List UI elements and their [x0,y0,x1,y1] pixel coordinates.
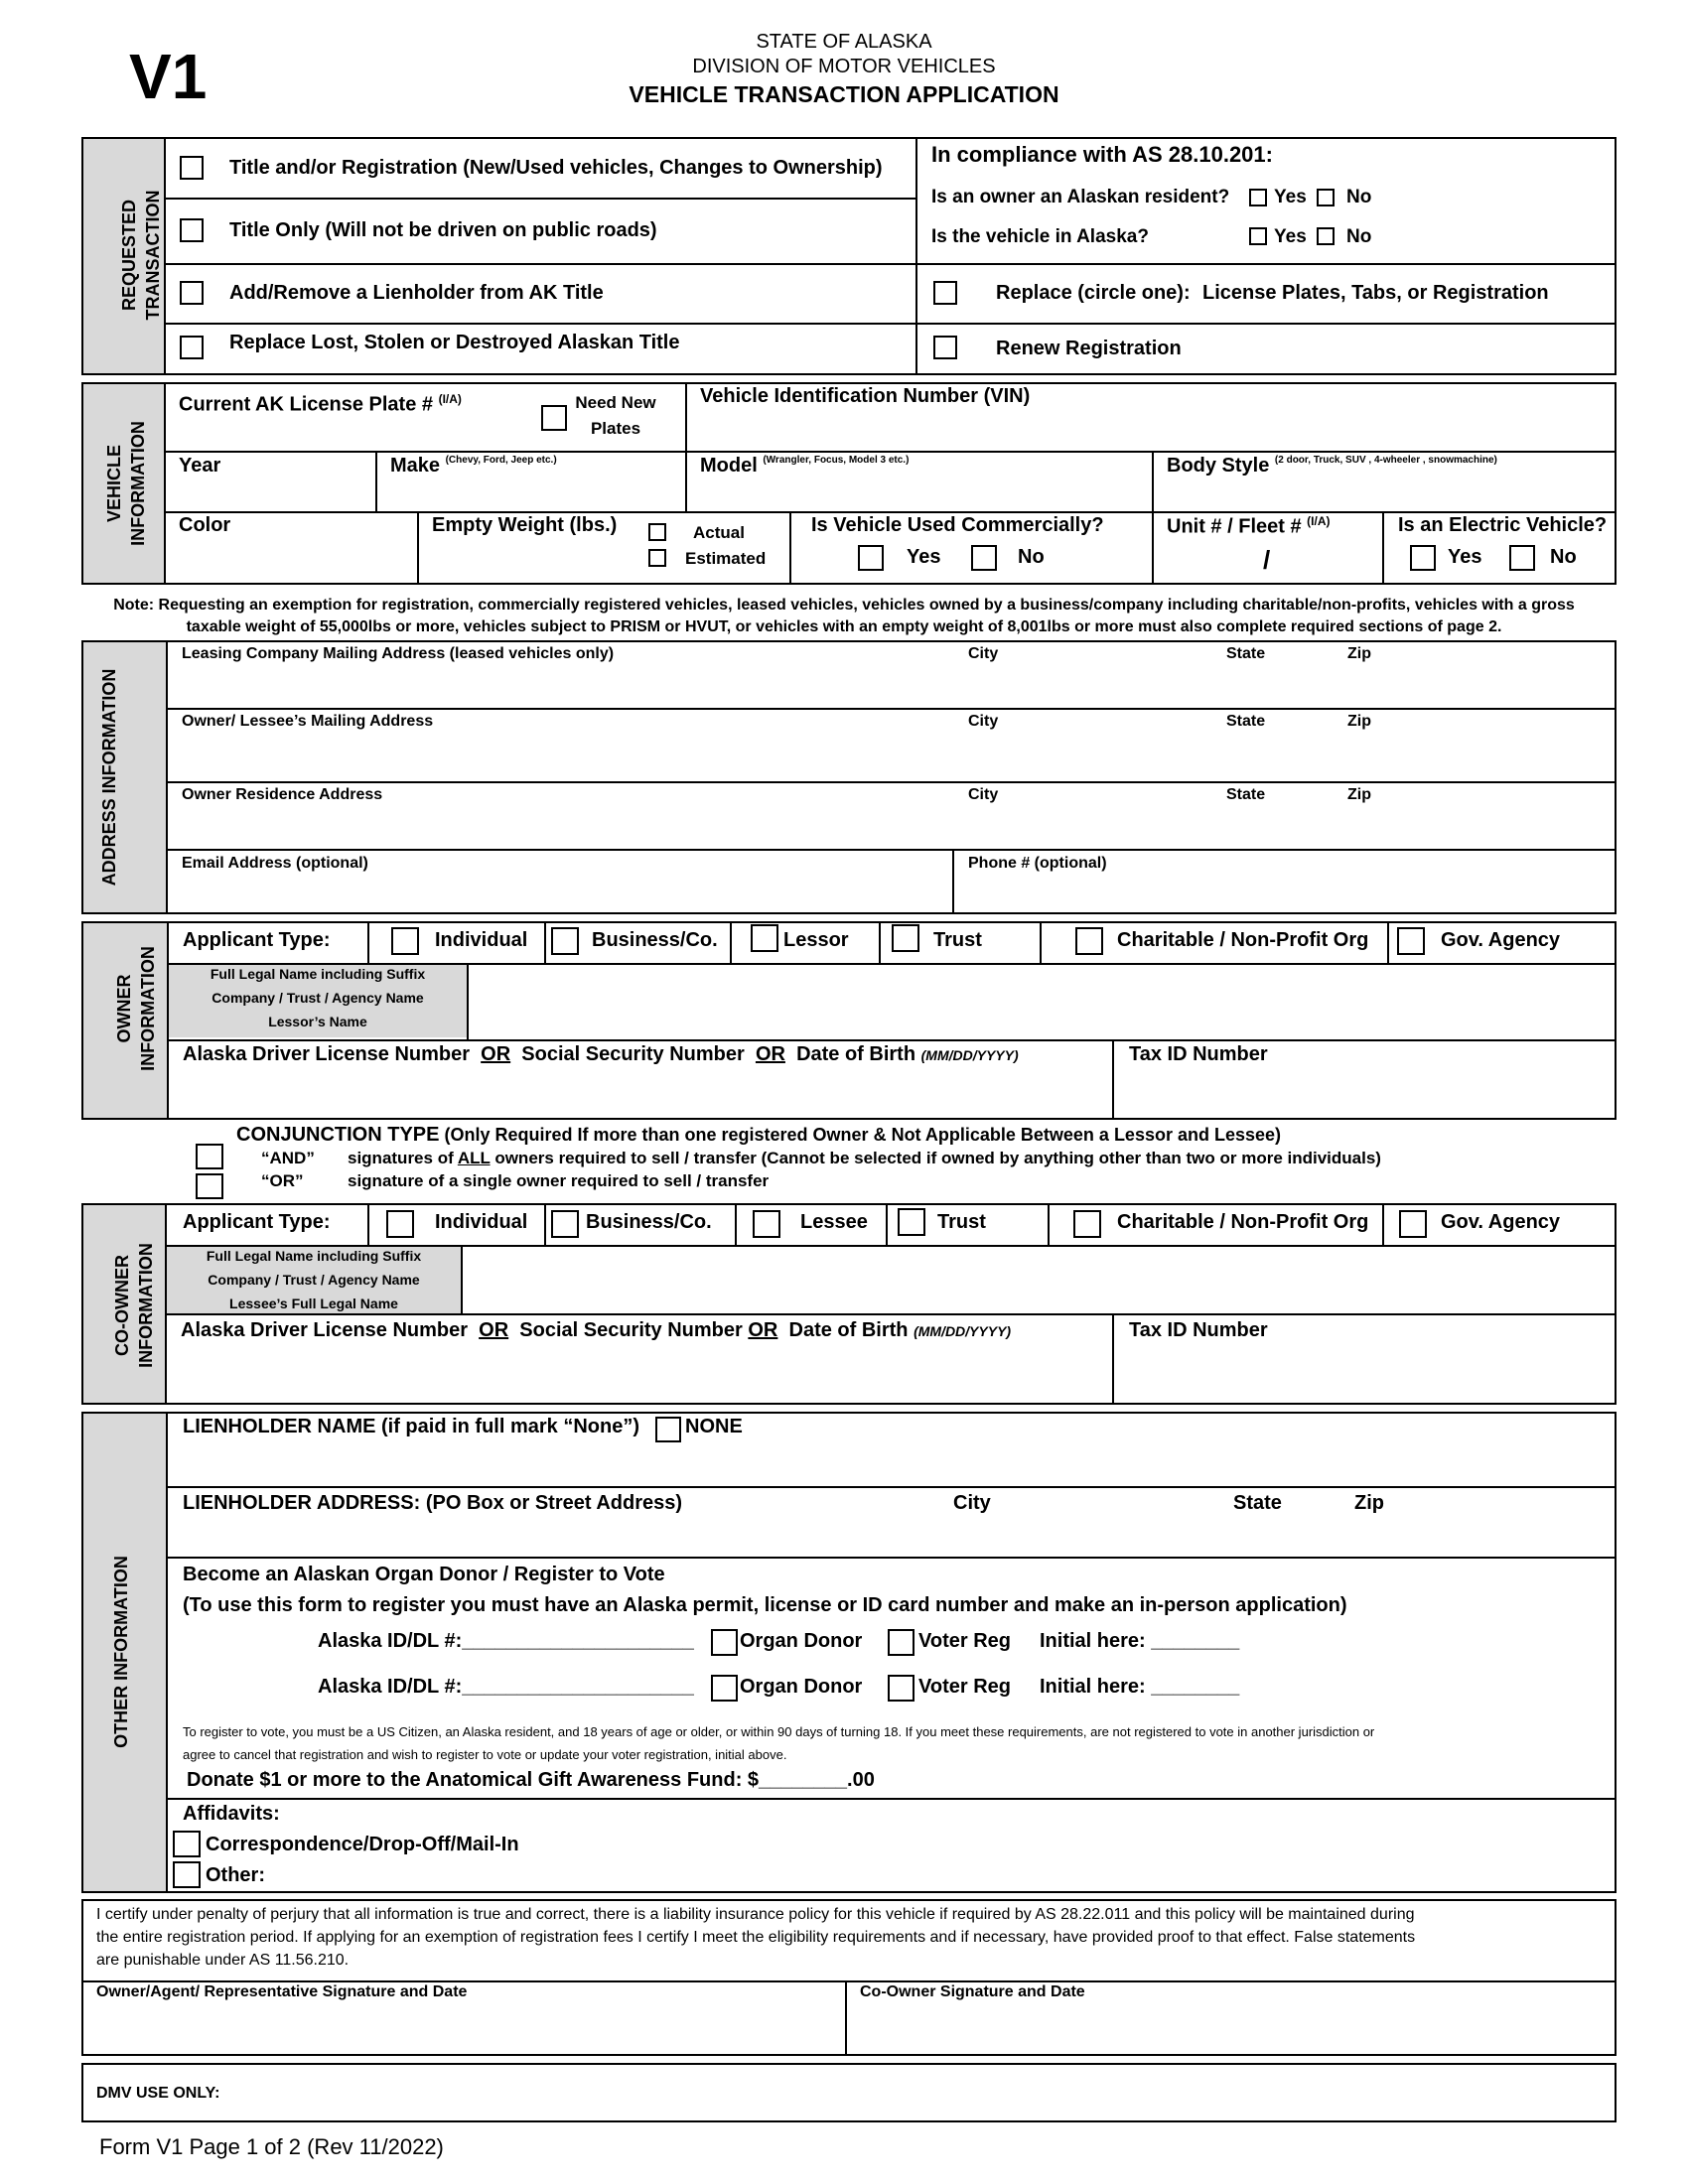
coowner-gov-agency-label: Gov. Agency [1441,1211,1561,1233]
voter-reg-label-2: Voter Reg [918,1676,1011,1698]
in-alaska-no-checkbox[interactable] [1317,227,1335,245]
conjunction-and-label: “AND” [261,1149,315,1167]
in-alaska-question: Is the vehicle in Alaska? [931,226,1149,247]
title-registration-label: Title and/or Registration (New/Used vehicles, Changes to Ownership) [229,157,883,179]
owner-signature-field[interactable] [83,2007,843,2053]
coowner-tax-id-label: Tax ID Number [1129,1319,1268,1341]
owner-name-label-3: Lessor’s Name [268,1014,367,1029]
model-label [700,455,909,478]
residence-state-label: State [1226,786,1266,803]
title-registration-checkbox[interactable] [180,156,204,180]
other-side-label: OTHER INFORMATION [111,1556,131,1748]
coowner-lessee-checkbox[interactable] [753,1210,780,1238]
conjunction-and-checkbox[interactable] [196,1144,223,1169]
owner-lessor-checkbox[interactable] [751,924,778,952]
owner-gov-agency-checkbox[interactable] [1397,927,1425,955]
correspondence-label: Correspondence/Drop-Off/Mail-In [206,1834,519,1855]
leasing-zip-label: Zip [1347,645,1371,662]
commercial-question: Is Vehicle Used Commercially? [811,514,1104,536]
lienholder-none-label: NONE [685,1416,743,1437]
coowner-individual-checkbox[interactable] [386,1210,414,1238]
coowner-trust-checkbox[interactable] [898,1208,925,1236]
unit-fleet-sup: (I/A) [1307,514,1331,528]
lienholder-name-label: LIENHOLDER NAME (if paid in full mark “None”) [183,1416,640,1437]
and-text-a: signatures of [348,1149,454,1167]
vehicle-side-label-1: VEHICLE [104,445,124,523]
certify-line-3: are punishable under AS 11.56.210. [96,1952,350,1969]
electric-yes-checkbox[interactable] [1410,545,1436,571]
residence-address-label: Owner Residence Address [182,786,383,803]
plate-label-text: Current AK License Plate # [179,393,434,416]
title-only-label: Title Only (Will not be driven on public roads) [229,219,657,241]
coowner-name-label-3: Lessee’s Full Legal Name [229,1296,398,1311]
organ-donor-subheading: (To use this form to register you must have an Alaska permit, license or ID card number and make an in-person application) [183,1594,1347,1616]
owner-business-checkbox[interactable] [551,927,579,955]
residence-zip-label: Zip [1347,786,1371,803]
empty-weight-label: Empty Weight (lbs.) [432,514,618,536]
coowner-side-label-2: INFORMATION [136,1243,156,1368]
other-affidavit-label: Other: [206,1864,265,1886]
conjunction-or-text: signature of a single owner required to sell / transfer [348,1171,770,1190]
division-heading: DIVISION OF MOTOR VEHICLES [692,56,996,77]
vin-label: Vehicle Identification Number (VIN) [700,385,1031,407]
coowner-dl-text: Alaska Driver License Number [181,1319,469,1341]
make-label-text: Make [390,455,441,477]
owner-mailing-zip-label: Zip [1347,713,1371,730]
id-dl-field-1[interactable]: Alaska ID/DL #:_____________________ [318,1630,694,1652]
coowner-ssn-text: Social Security Number [519,1319,743,1341]
electric-yes-label: Yes [1448,546,1482,568]
replace-title-label: Replace Lost, Stolen or Destroyed Alaskan Title [229,332,680,353]
owner-side-label-1: OWNER [114,974,134,1043]
owner-lessor-label: Lessor [783,929,849,951]
body-style-hint: (2 door, Truck, SUV , 4-wheeler , snowmachine) [1274,455,1497,466]
commercial-yes-checkbox[interactable] [858,545,884,571]
donate-line[interactable]: Donate $1 or more to the Anatomical Gift Awareness Fund: $________.00 [187,1769,875,1791]
other-affidavit-checkbox[interactable] [173,1861,201,1888]
electric-no-label: No [1550,546,1577,568]
form-footer: Form V1 Page 1 of 2 (Rev 11/2022) [99,2134,444,2159]
organ-donor-checkbox-2[interactable] [711,1675,738,1702]
owner-individual-checkbox[interactable] [391,927,419,955]
electric-no-checkbox[interactable] [1509,545,1535,571]
coowner-business-checkbox[interactable] [551,1210,579,1238]
owner-name-label-2: Company / Trust / Agency Name [211,990,424,1006]
owner-id-label [183,1043,1019,1066]
dmv-use-only-section [81,2063,1617,2122]
replace-label: Replace (circle one): [996,282,1191,304]
owner-trust-checkbox[interactable] [892,924,919,952]
address-side-label: ADDRESS INFORMATION [99,668,119,887]
commercial-no-checkbox[interactable] [971,545,997,571]
need-new-plates-checkbox[interactable] [541,405,567,431]
owner-business-label: Business/Co. [592,929,718,951]
model-label-text: Model [700,455,758,477]
owner-mailing-state-label: State [1226,713,1266,730]
organ-donor-heading: Become an Alaskan Organ Donor / Register to Vote [183,1564,665,1585]
commercial-no-label: No [1018,546,1045,568]
year-label: Year [179,455,221,477]
coowner-charitable-checkbox[interactable] [1073,1210,1101,1238]
make-hint: (Chevy, Ford, Jeep etc.) [445,455,557,466]
requested-side-label-1: REQUESTED [119,199,139,312]
owner-charitable-checkbox[interactable] [1075,927,1103,955]
in-alaska-yes-label: Yes [1274,226,1307,247]
coowner-lessee-label: Lessee [800,1211,868,1233]
owner-applicant-type-label: Applicant Type: [183,929,331,951]
correspondence-checkbox[interactable] [173,1831,201,1857]
state-heading: STATE OF ALASKA [756,31,932,53]
certify-line-1: I certify under penalty of perjury that all information is true and correct, there is a liability insurance policy for this vehicle if required by AS 28.22.011 and this policy will be maintained during [96,1906,1415,1923]
owner-dob-format: (MM/DD/YYYY) [920,1047,1019,1063]
electric-question: Is an Electric Vehicle? [1398,514,1608,536]
weight-actual-checkbox[interactable] [648,523,666,541]
organ-donor-checkbox-1[interactable] [711,1629,738,1656]
lienholder-state-label: State [1233,1492,1282,1514]
body-style-label-text: Body Style [1167,455,1270,477]
id-dl-field-2[interactable]: Alaska ID/DL #:_____________________ [318,1676,694,1698]
in-alaska-yes-checkbox[interactable] [1249,227,1267,245]
unit-fleet-slash: / [1263,545,1271,575]
address-side-panel [83,642,167,912]
need-new-plates-label-2: Plates [590,419,641,438]
conjunction-or-checkbox[interactable] [196,1173,223,1199]
conjunction-or-label: “OR” [261,1171,304,1190]
owner-name-label-1: Full Legal Name including Suffix [210,966,426,982]
organ-donor-label-2: Organ Donor [740,1676,863,1698]
conjunction-subtitle: (Only Required If more than one registered Owner & Not Applicable Between a Lessor and Lessee) [444,1125,1282,1145]
resident-no-checkbox[interactable] [1317,189,1335,206]
need-new-plates-label-1: Need New [575,393,656,412]
coowner-signature-label: Co-Owner Signature and Date [860,1983,1085,2000]
conjunction-and-text [348,1149,1381,1168]
plate-label [179,392,462,417]
form-code: V1 [129,41,208,112]
owner-mailing-city-label: City [968,713,999,730]
compliance-heading: In compliance with AS 28.10.201: [931,142,1273,167]
coowner-signature-field[interactable] [847,2007,1615,2053]
conjunction-heading [236,1124,1281,1147]
lienholder-address-label: LIENHOLDER ADDRESS: (PO Box or Street Address) [183,1492,683,1514]
renew-registration-checkbox[interactable] [933,336,957,359]
coowner-side-label-1: CO-OWNER [112,1255,132,1356]
owner-or-1: OR [481,1043,511,1065]
owner-tax-id-label: Tax ID Number [1129,1043,1268,1065]
replace-options: License Plates, Tabs, or Registration [1202,282,1549,304]
replace-title-checkbox[interactable] [180,336,204,359]
coowner-gov-agency-checkbox[interactable] [1399,1210,1427,1238]
coowner-charitable-label: Charitable / Non-Profit Org [1117,1211,1369,1233]
weight-estimated-label: Estimated [685,549,767,568]
owner-charitable-label: Charitable / Non-Profit Org [1117,929,1369,951]
requested-side-label-2: TRANSACTION [143,190,163,321]
unit-fleet-label [1167,514,1330,539]
lienholder-zip-label: Zip [1354,1492,1384,1514]
coowner-or-1: OR [479,1319,509,1341]
lienholder-none-checkbox[interactable] [655,1417,681,1442]
owner-ssn-text: Social Security Number [521,1043,745,1065]
commercial-yes-label: Yes [907,546,941,568]
owner-individual-label: Individual [435,929,528,951]
organ-donor-label-1: Organ Donor [740,1630,863,1652]
note-line-1: Note: Requesting an exemption for registration, commercially registered vehicles, leased vehicles, vehicles owned by a business/company including charitable/non-profits, vehicles with a gross [113,597,1575,614]
affidavits-label: Affidavits: [183,1803,280,1825]
coowner-applicant-type-label: Applicant Type: [183,1211,331,1233]
leasing-address-label: Leasing Company Mailing Address (leased vehicles only) [182,645,615,662]
coowner-name-label-2: Company / Trust / Agency Name [208,1272,420,1288]
leasing-city-label: City [968,645,999,662]
certify-line-2: the entire registration period. If applying for an exemption of registration fees I certify I meet the eligibility requirements and if necessary, have provided proof to that effect. False statements [96,1929,1416,1946]
coowner-dob-text: Date of Birth [788,1319,909,1341]
vote-note-line-1: To register to vote, you must be a US Citizen, an Alaska resident, and 18 years of age or older, or within 90 days of turning 18. If you meet these requirements, are not registered to vote in another jurisdiction or [183,1724,1375,1739]
body-style-label [1167,455,1497,478]
resident-yes-label: Yes [1274,187,1307,207]
plate-label-sup: (I/A) [438,392,462,406]
voter-reg-checkbox-1[interactable] [888,1629,914,1656]
and-text-b: owners required to sell / transfer (Cannot be selected if owned by anything other than two or more individuals) [494,1149,1381,1167]
initial-here-2[interactable]: Initial here: ________ [1040,1676,1240,1698]
coowner-trust-label: Trust [937,1211,986,1233]
in-alaska-no-label: No [1346,226,1372,247]
vote-note-line-2: agree to cancel that registration and wish to register to vote or update your voter registration, initial above. [183,1747,787,1762]
lienholder-change-label: Add/Remove a Lienholder from AK Title [229,282,604,304]
owner-mailing-label: Owner/ Lessee’s Mailing Address [182,713,434,730]
make-label [390,455,557,478]
coowner-individual-label: Individual [435,1211,528,1233]
unit-fleet-label-text: Unit # / Fleet # [1167,515,1302,538]
residence-city-label: City [968,786,999,803]
address-information-section [81,640,1617,914]
color-label: Color [179,514,231,536]
and-text-all: ALL [457,1149,491,1167]
owner-side-label-2: INFORMATION [138,946,158,1071]
weight-estimated-checkbox[interactable] [648,549,666,567]
owner-dob-text: Date of Birth [796,1043,916,1065]
coowner-dob-format: (MM/DD/YYYY) [914,1323,1012,1339]
resident-question: Is an owner an Alaskan resident? [931,187,1230,207]
renew-registration-label: Renew Registration [996,338,1182,359]
voter-reg-label-1: Voter Reg [918,1630,1011,1652]
dmv-use-only-label: DMV USE ONLY: [96,2085,220,2102]
coowner-or-2: OR [748,1319,778,1341]
note-line-2: taxable weight of 55,000lbs or more, vehicles subject to PRISM or HVUT, or vehicles with an empty weight of 8,001lbs or more must also complete required sections of page 2. [186,618,1502,635]
owner-dl-text: Alaska Driver License Number [183,1043,471,1065]
title-only-checkbox[interactable] [180,218,204,242]
leasing-state-label: State [1226,645,1266,662]
phone-label: Phone # (optional) [968,855,1107,872]
coowner-business-label: Business/Co. [586,1211,712,1233]
lienholder-change-checkbox[interactable] [180,281,204,305]
vehicle-side-label-2: INFORMATION [128,421,148,546]
owner-trust-label: Trust [933,929,982,951]
voter-reg-checkbox-2[interactable] [888,1675,914,1702]
coowner-name-label-1: Full Legal Name including Suffix [206,1248,422,1264]
resident-yes-checkbox[interactable] [1249,189,1267,206]
coowner-id-label [181,1319,1011,1342]
owner-signature-label: Owner/Agent/ Representative Signature and Date [96,1983,468,2000]
lienholder-city-label: City [953,1492,991,1514]
conjunction-title: CONJUNCTION TYPE [236,1124,440,1146]
owner-or-2: OR [755,1043,785,1065]
owner-gov-agency-label: Gov. Agency [1441,929,1561,951]
email-label: Email Address (optional) [182,855,368,872]
replace-plates-checkbox[interactable] [933,281,957,305]
page-title: VEHICLE TRANSACTION APPLICATION [629,81,1059,107]
resident-no-label: No [1346,187,1372,207]
initial-here-1[interactable]: Initial here: ________ [1040,1630,1240,1652]
weight-actual-label: Actual [693,523,745,542]
model-hint: (Wrangler, Focus, Model 3 etc.) [763,455,910,466]
